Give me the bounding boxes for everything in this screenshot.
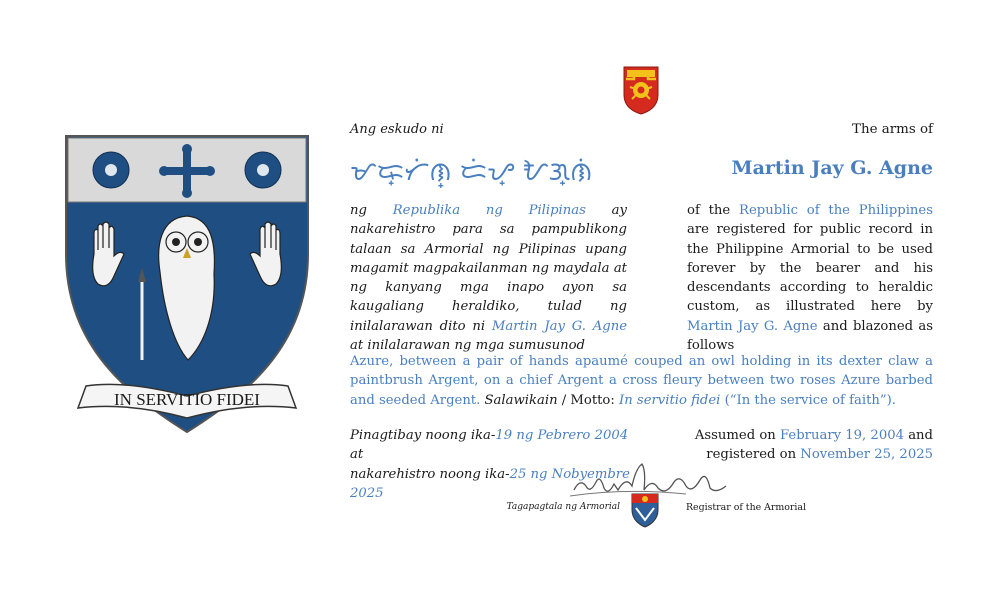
coat-of-arms bbox=[56, 134, 318, 436]
motto-label-english: Motto: bbox=[570, 392, 615, 408]
dates-english bbox=[640, 426, 933, 465]
assumed-date-english: February 19, 2004 bbox=[779, 428, 904, 443]
text-segment: at bbox=[350, 447, 364, 463]
motto-label-filipino: Salawikain bbox=[484, 392, 558, 408]
text-segment: of the bbox=[687, 203, 740, 218]
armorial-seal-icon bbox=[630, 492, 660, 528]
text-segment: registered on bbox=[706, 447, 801, 463]
motto-text: In servitio fidei bbox=[619, 392, 721, 408]
registered-date-english: November 25, 2025 bbox=[800, 447, 933, 463]
filipino-paragraph bbox=[350, 201, 627, 355]
artist-name-english: Martin Jay G. Agne bbox=[687, 318, 818, 334]
text-segment: and blazoned as follows bbox=[687, 318, 933, 354]
bearer-name: Martin Jay G. Agne bbox=[731, 157, 933, 179]
registrar-label-english: Registrar of the Armorial bbox=[686, 502, 806, 513]
intro-filipino: Ang eskudo ni bbox=[350, 122, 444, 137]
assumed-date-filipino: 19 ng Pebrero 2004 bbox=[495, 428, 629, 443]
text-segment: and bbox=[904, 428, 933, 443]
text-segment: Assumed on bbox=[694, 428, 780, 443]
text-segment: Pinagtibay noong ika- bbox=[350, 428, 496, 443]
motto-separator: / bbox=[557, 392, 571, 408]
english-paragraph bbox=[687, 201, 933, 355]
shield-motto-scroll: IN SERVITIO FIDEI bbox=[114, 390, 260, 409]
philippine-emblem-icon bbox=[622, 65, 660, 115]
artist-name-filipino: Martin Jay G. Agne bbox=[491, 318, 627, 334]
text-segment: ng bbox=[350, 203, 393, 218]
text-segment: are registered for public record in the Philippine Armorial to be used forever by the bearer and his descendants according to heraldic custom, as illustrated here by bbox=[687, 222, 933, 315]
blazon-paragraph bbox=[350, 352, 933, 410]
registered-date-filipino: 25 ng Nobyembre 2025 bbox=[350, 466, 630, 501]
country-name-filipino: Republika ng Pilipinas bbox=[392, 203, 586, 218]
intro-english: The arms of bbox=[852, 122, 933, 137]
motto-translation: (“In the service of faith”). bbox=[724, 392, 896, 408]
country-name-english: Republic of the Philippines bbox=[739, 203, 933, 218]
registrar-label-filipino: Tagapagtala ng Armorial bbox=[506, 502, 620, 512]
baybayin-name bbox=[350, 150, 650, 190]
text-segment: ay nakarehistro para sa pampublikong talaan sa Armorial ng Pilipinas upang magamit magpakailanman ng maydala at ng kanyang mga inapo ayon sa kaugaliang heraldiko, tulad ng inilalarawan dito ni bbox=[350, 203, 627, 334]
text-segment: nakarehistro noong ika- bbox=[350, 466, 510, 482]
svg-text:ᜋᜍ᜔ᜆᜒᜈ᜔ ᜇᜒᜌ᜔ ᜀᜄ᜔ᜈᜒ: ᜋᜍ᜔ᜆᜒᜈ᜔ ᜇᜒᜌ᜔ ᜀᜄ᜔ᜈᜒ bbox=[350, 157, 593, 187]
text-segment: at inilalarawan ng mga sumusunod bbox=[350, 338, 585, 354]
blazon-text: Azure, between a pair of hands apaumé couped an owl holding in its dexter claw a paintbrush Argent, on a chief Argent a cross fleury between two roses Azure barbed and seeded Argent. bbox=[350, 354, 933, 408]
